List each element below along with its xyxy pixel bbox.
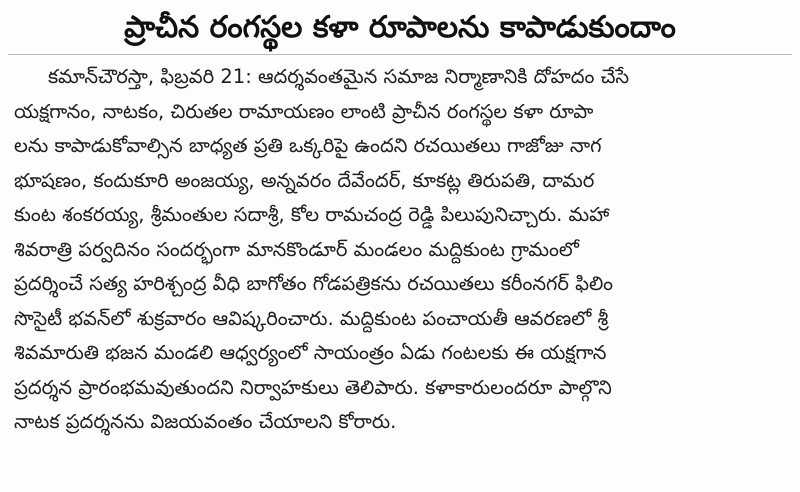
article-line-3: లను కాపాడుకోవాల్సిన బాధ్యత ప్రతి ఒక్కరిపై ఉందని రచయితలు గాజోజు నాగ [14,134,602,157]
article-body [14,60,786,440]
article-line-4: భూషణం, కందుకూరి అంజయ్య, అన్నవరం దేవేందర్, కూకట్ల తిరుపతి, దామర [14,168,595,192]
headline: ప్రాచీన రంగస్థల కళా రూపాలను కాపాడుకుందాం [124,10,676,45]
article-line-6: శివరాత్రి పర్వదినం సందర్భంగా మానకొండూర్ మండలం మద్దికుంట గ్రామంలో [14,237,579,261]
headline-rule [8,54,792,55]
article-line-5: కుంట శంకరయ్య, శ్రీమంతుల సదాశ్రీ, కోల రామచంద్ర రెడ్డి పిలుపునిచ్చారు. మహా [14,203,610,226]
article-line-11: నాటక ప్రదర్శనను విజయవంతం చేయాలని కోరారు. [14,410,397,433]
article-line-7: ప్రదర్శించే సత్య హరిశ్చంద్ర వీధి బాగోతం గోడపత్రికను రచయితలు కరీంనగర్ ఫిలిం [14,272,614,295]
article-line-10: ప్రదర్శన ప్రారంభమవుతుందని నిర్వాహకులు తెలిపారు. కళాకారులందరూ పాల్గొని [14,375,612,399]
article-line-8: సొసైటీ భవన్‌లో శుక్రవారం ఆవిష్కరించారు. మద్దికుంట పంచాయతీ ఆవరణలో శ్రీ [14,306,609,330]
article-line-9: శివమారుతి భజన మండలి ఆధ్వర్యంలో సాయంత్రం ఏడు గంటలకు ఈ యక్షగాన [14,341,607,364]
article-line-2: యక్షగానం, నాటకం, చిరుతల రామాయణం లాంటి ప్రాచీన రంగస్థల కళా రూపా [14,99,594,123]
article-line-1: కమాన్‌చౌరస్తా, ఫిబ్రవరి 21: ఆదర్శవంతమైన సమాజ నిర్మాణానికి దోహదం చేసే [48,65,630,88]
